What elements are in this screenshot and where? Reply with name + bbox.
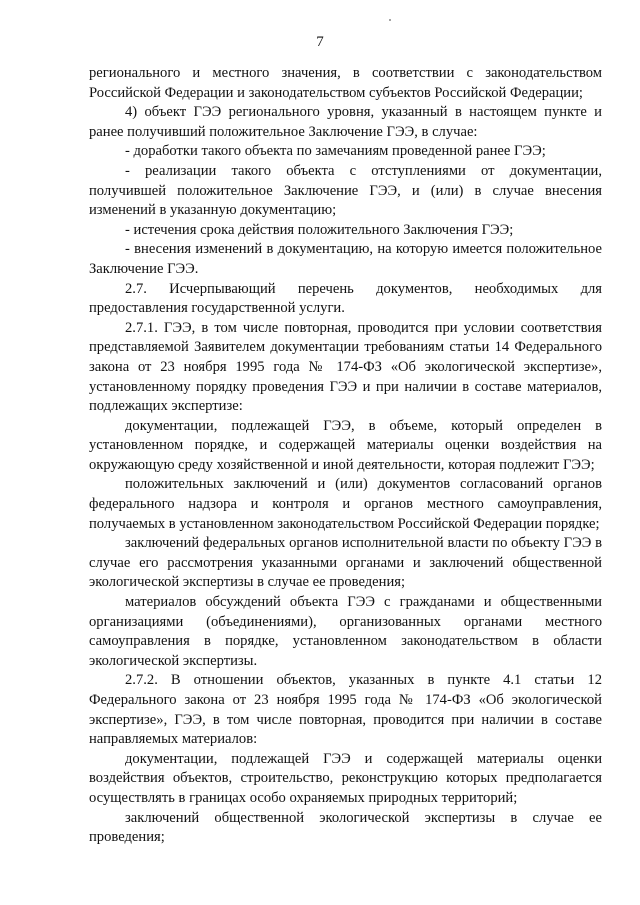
paragraph-8: 2.7.1. ГЭЭ, в том числе повторная, проводится при условии соответствия представляемой Заявителем документации требованиям статьи 14 Федерального закона от 23 ноября 1995 года № 174-ФЗ «Об экологической экспертизе», установленному порядку проведения ГЭЭ и при наличии в составе материалов, подлежащих экспертизе: xyxy=(89,319,602,415)
document-body xyxy=(89,64,602,848)
paragraph-2: 4) объект ГЭЭ регионального уровня, указанный в настоящем пункте и ранее получивший положительное Заключение ГЭЭ, в случае: xyxy=(89,104,602,140)
paragraph-5: - истечения срока действия положительного Заключения ГЭЭ; xyxy=(125,221,514,238)
paragraph-15: заключений общественной экологической экспертизы в случае ее проведения; xyxy=(89,809,602,846)
paragraph-12: материалов обсуждений объекта ГЭЭ с гражданами и общественными организациями (объединениями), организованных органами местного самоуправления в порядке, установленном законодательством в области экологической экспертизы. xyxy=(89,594,602,669)
paragraph-9: документации, подлежащей ГЭЭ, в объеме, который определен в установленном порядке, и содержащей материалы оценки воздействия на окружающую среду хозяйственной и иной деятельности, которая подлежит ГЭЭ; xyxy=(89,417,602,473)
paragraph-1: регионального и местного значения, в соответствии с законодательством Российской Федерации и законодательством субъектов Российской Федерации; xyxy=(89,65,602,101)
paragraph-14: документации, подлежащей ГЭЭ и содержащей материалы оценки воздействия объектов, строительство, реконструкцию которых предполагается осуществлять в границах особо охраняемых природных территорий; xyxy=(89,750,602,806)
paragraph-13: 2.7.2. В отношении объектов, указанных в пункте 4.1 статьи 12 Федерального закона от 23 ноября 1995 года № 174-ФЗ «Об экологической экспертизе», ГЭЭ, в том числе повторная, проводится при наличии в составе направляемых материалов: xyxy=(89,672,602,748)
paragraph-6: - внесения изменений в документацию, на которую имеется положительное Заключение ГЭЭ. xyxy=(89,241,602,277)
scan-speck xyxy=(389,19,391,21)
paragraph-7: 2.7. Исчерпывающий перечень документов, необходимых для предоставления государственной услуги. xyxy=(89,280,602,317)
paragraph-10: положительных заключений и (или) документов согласований органов федерального надзора и контроля и органов местного самоуправления, получаемых в установленном законодательством Российской Федерации порядке; xyxy=(89,476,602,532)
paragraph-11: заключений федеральных органов исполнительной власти по объекту ГЭЭ в случае его рассмотрения указанными органами и заключений общественной экологической экспертизы в случае ее проведения; xyxy=(89,535,602,591)
page-number: 7 xyxy=(316,34,324,50)
paragraph-4: - реализации такого объекта с отступлениями от документации, получившей положительное Заключение ГЭЭ, и (или) в случае внесения изменений в указанную документацию; xyxy=(89,162,602,219)
paragraph-3: - доработки такого объекта по замечаниям проведенной ранее ГЭЭ; xyxy=(125,143,546,160)
